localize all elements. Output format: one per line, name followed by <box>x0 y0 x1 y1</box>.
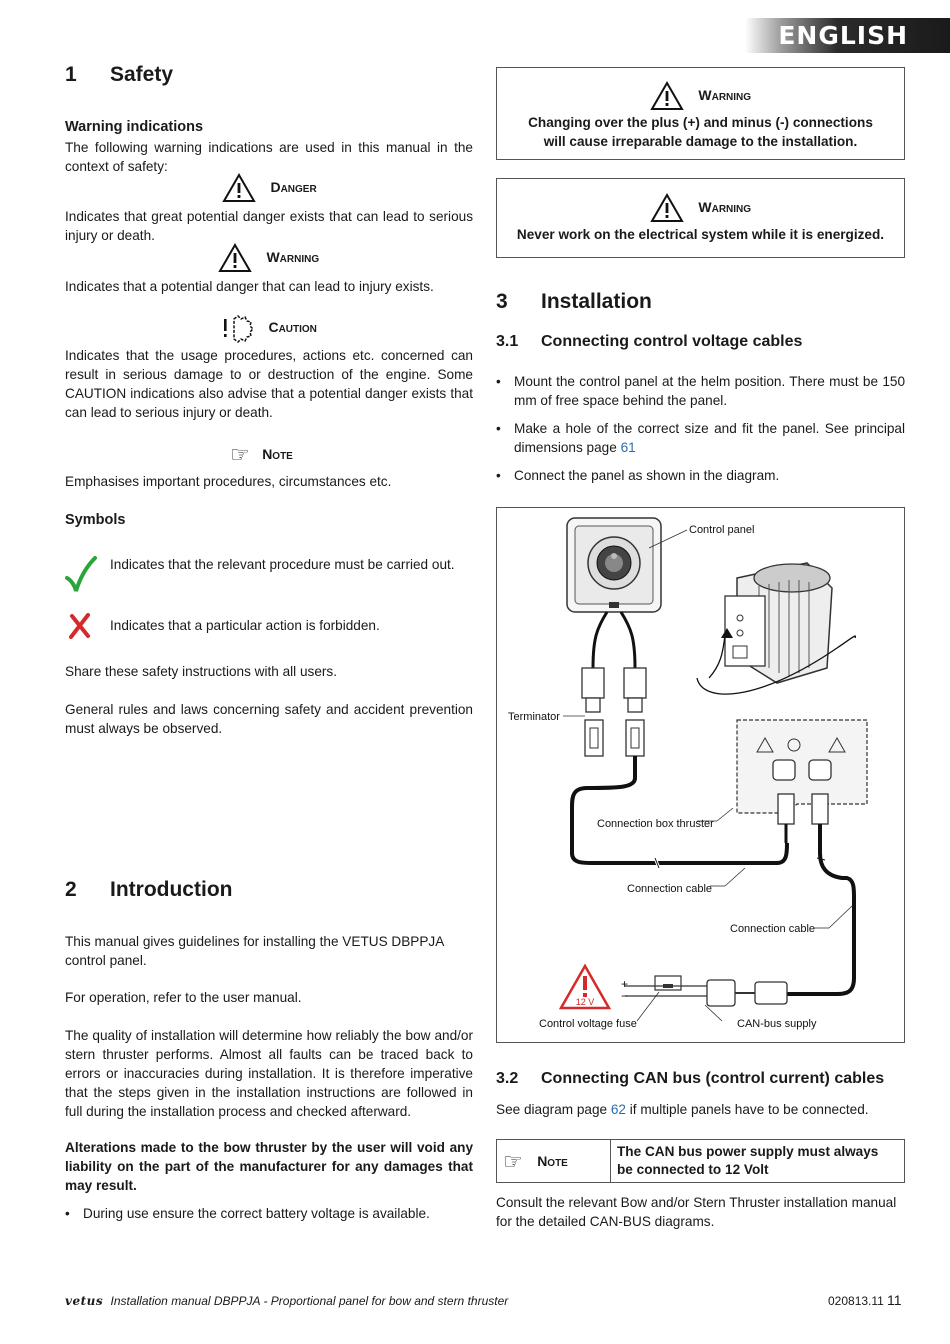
warning-box-polarity <box>496 67 905 160</box>
install-bullet <box>496 372 905 410</box>
bullet-text: During use ensure the correct battery voltage is available. <box>83 1206 430 1221</box>
caution-text: Indicates that the usage procedures, actions etc. concerned can result in serious damage to or destruction of the engine. Some CAUTION indications also advise that a potential danger exists that can lead to serious injury or death. <box>65 348 473 420</box>
label-control-panel: Control panel <box>689 524 755 536</box>
document-code: 020813.11 <box>828 1294 884 1308</box>
control-panel-illustration <box>567 518 661 612</box>
pointing-hand-icon: ☞ <box>503 1149 523 1174</box>
share-text: Share these safety instructions with all users. <box>65 664 338 679</box>
note-indicator <box>503 1149 568 1175</box>
warning-indications-intro: The following warning indications are used in this manual in the context of safety: <box>65 140 473 174</box>
note-box <box>496 1139 905 1183</box>
brand-logo: vetus <box>65 1294 104 1308</box>
danger-indicator <box>222 173 317 203</box>
note-divider <box>610 1140 611 1182</box>
caution-engine-icon <box>222 313 256 343</box>
label-connection-cable-2: Connection cable <box>730 923 816 935</box>
note-label: Note <box>537 1153 568 1170</box>
warning-box-energized <box>496 178 905 258</box>
label-terminator: Terminator <box>508 711 560 723</box>
bullet-dot: • <box>496 421 501 436</box>
label-connection-box-thruster: Connection box thruster <box>597 818 714 830</box>
caution-indicator <box>222 313 317 343</box>
wiring-diagram-svg <box>497 508 904 1042</box>
note-label: Note <box>262 446 293 463</box>
section-number: 1 <box>65 63 77 86</box>
install-bullet <box>496 466 905 485</box>
text-part: if multiple panels have to be connected. <box>626 1102 869 1117</box>
section-3-heading <box>496 290 652 314</box>
intro-bullet <box>65 1204 473 1223</box>
page-link[interactable]: 61 <box>620 440 636 455</box>
section-title: Connecting control voltage cables <box>541 333 803 350</box>
warning-triangle-icon <box>650 81 684 111</box>
caution-label: Caution <box>268 319 317 336</box>
danger-label: Danger <box>270 179 317 196</box>
warning-label: Warning <box>698 87 752 104</box>
section-number: 3.1 <box>496 333 519 350</box>
section-3-1-heading <box>496 333 802 351</box>
warning-label: Warning <box>266 249 320 266</box>
thruster-motor-illustration <box>725 563 832 683</box>
language-tab: ENGLISH <box>745 18 950 53</box>
section-1-heading <box>65 63 173 87</box>
page-link[interactable]: 62 <box>610 1102 626 1117</box>
connection-box-illustration <box>737 720 867 813</box>
warning-text: Changing over the plus (+) and minus (-) connections will cause irreparable damage to the installation. <box>528 115 873 149</box>
check-icon <box>63 556 97 599</box>
warning-label: Warning <box>698 199 752 216</box>
section-title: Installation <box>541 290 652 313</box>
liability-text: Alterations made to the bow thruster by the user will void any liability on the part of the manufacturer for any damages that may result. <box>65 1140 473 1193</box>
warning-text: Never work on the electrical system while it is energized. <box>516 227 885 242</box>
bullet-text: Make a hole of the correct size and fit the panel. See principal dimensions page <box>514 421 905 455</box>
warning-triangle-icon <box>218 243 252 273</box>
install-bullet <box>496 419 905 457</box>
section-3-2-heading <box>496 1070 884 1088</box>
symbols-heading: Symbols <box>65 512 126 528</box>
danger-triangle-icon <box>222 173 256 203</box>
warning-indicator <box>218 243 319 273</box>
label-connection-cable-1: Connection cable <box>627 883 713 895</box>
bullet-text: Mount the control panel at the helm position. There must be 150 mm of free space behind the panel. <box>514 374 905 408</box>
section-title: Connecting CAN bus (control current) cables <box>541 1070 885 1087</box>
intro-p1: This manual gives guidelines for installing the VETUS DBPPJA control panel. <box>65 934 444 968</box>
manual-title: Installation manual DBPPJA - Proportional panel for bow and stern thruster <box>110 1294 509 1308</box>
intro-p3: The quality of installation will determine how reliably the bow and/or stern thruster performs. Almost all faults can be traced back to errors or inaccuracies during installation. It is therefore imperative that the steps given in the installation instructions are followed in full during the installation process and checked afterward. <box>65 1028 473 1119</box>
footer-title <box>65 1294 508 1308</box>
note-indicator <box>230 442 293 468</box>
section-2-heading <box>65 878 232 902</box>
warning-indications-heading: Warning indications <box>65 119 204 135</box>
note-text: The CAN bus power supply must always be connected to 12 Volt <box>617 1144 879 1177</box>
label-can-bus-supply: CAN-bus supply <box>737 1018 817 1030</box>
bullet-dot: • <box>496 374 501 389</box>
section-3-2-text <box>496 1100 905 1119</box>
bullet-text: Connect the panel as shown in the diagram. <box>514 468 780 483</box>
plus-sign: + <box>621 977 629 991</box>
minus-sign: − <box>621 989 629 1003</box>
bullet-dot: • <box>496 468 501 483</box>
warning-triangle-icon <box>650 193 684 223</box>
label-control-voltage-fuse: Control voltage fuse <box>539 1018 637 1030</box>
danger-text: Indicates that great potential danger exists that can lead to serious injury or death. <box>65 209 473 243</box>
section-title: Introduction <box>110 878 233 901</box>
section-number: 3 <box>496 290 508 313</box>
rules-text: General rules and laws concerning safety and accident prevention must always be observed. <box>65 702 473 736</box>
voltage-label: 12 V <box>575 997 595 1007</box>
symbol-check-text: Indicates that the relevant procedure must be carried out. <box>110 557 455 572</box>
note-text: Emphasises important procedures, circumstances etc. <box>65 474 392 489</box>
symbol-cross-text: Indicates that a particular action is forbidden. <box>110 618 380 633</box>
bullet-dot: • <box>65 1206 70 1221</box>
section-number: 3.2 <box>496 1070 519 1087</box>
cross-icon <box>66 612 94 645</box>
section-number: 2 <box>65 878 77 901</box>
section-title: Safety <box>110 63 174 86</box>
text-part: See diagram page <box>496 1102 611 1117</box>
page-number: 11 <box>887 1292 902 1308</box>
intro-p2: For operation, refer to the user manual. <box>65 990 302 1005</box>
pointing-hand-icon: ☞ <box>230 442 250 467</box>
wiring-diagram <box>496 507 905 1043</box>
consult-text: Consult the relevant Bow and/or Stern Thruster installation manual for the detailed CAN-BUS diagrams. <box>496 1195 897 1229</box>
warning-text: Indicates that a potential danger that can lead to injury exists. <box>65 279 434 294</box>
